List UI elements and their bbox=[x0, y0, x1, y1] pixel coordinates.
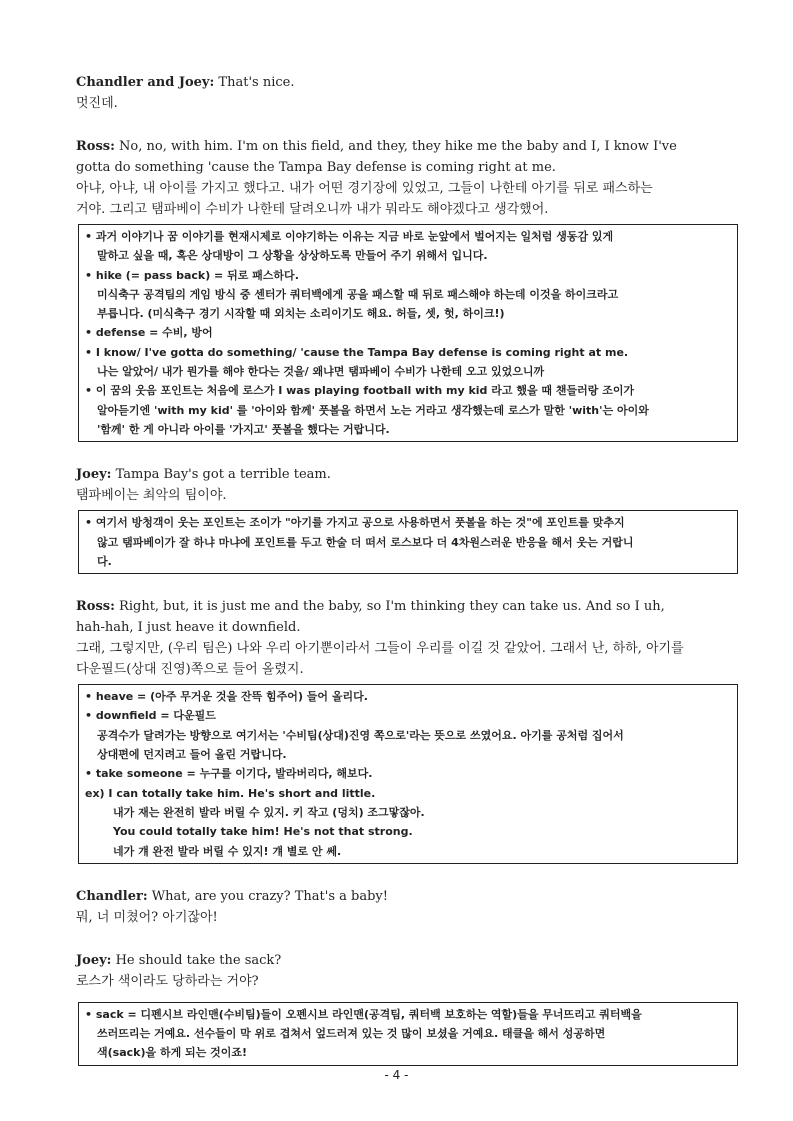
english-line bbox=[76, 136, 736, 157]
note-bullet: • hike (= pass back) = 뒤로 패스하다. bbox=[85, 268, 299, 282]
note-box bbox=[78, 1002, 738, 1066]
korean-line: 거야. 그리고 탬파베이 수비가 나한테 달려오니까 내가 뭐라도 해야겠다고 생각했어. bbox=[76, 202, 549, 217]
line-text: Right, but, it is just me and the baby, so I'm thinking they can take us. And so I uh, bbox=[114, 599, 665, 615]
note-bullet: • sack = 디펜시브 라인맨(수비팀)들이 오펜시브 라인맨(공격팀, 쿼터백 보호하는 역할)들을 무너뜨리고 쿼터백을 bbox=[85, 1007, 642, 1021]
note-bullet: • 이 꿈의 웃음 포인트는 처음에 로스가 I was playing football with my kid 라고 했을 때 챈들러랑 조이가 bbox=[85, 384, 635, 398]
english-line bbox=[76, 464, 736, 485]
note-bullet: • 과거 이야기나 꿈 이야기를 현재시제로 이야기하는 이유는 지금 바로 눈앞에서 벌어지는 일처럼 생동감 있게 bbox=[85, 230, 614, 243]
note-bullet: • defense = 수비, 방어 bbox=[85, 326, 213, 340]
note-line: 부릅니다. (미식축구 경기 시작할 때 외치는 소리이기도 해요. 허들, 셋, 헛, 하이크!) bbox=[97, 307, 505, 321]
note-bullet: • downfield = 다운필드 bbox=[85, 709, 216, 723]
note-line: 말하고 싶을 때, 혹은 상대방이 그 상황을 상상하도록 만들어 주기 위해서 입니다. bbox=[97, 249, 488, 263]
note-line: 않고 탬파베이가 잘 하냐 마냐에 포인트를 두고 한술 더 떠서 로스보다 더 4차원스러운 반응을 해서 웃는 거랍니 bbox=[97, 535, 634, 549]
note-bullet: • take someone = 누구를 이기다, 발라버리다, 해보다. bbox=[85, 767, 373, 781]
korean-line: 탬파베이는 최악의 팀이야. bbox=[76, 488, 227, 504]
speaker: Ross: bbox=[76, 599, 115, 615]
line-text: Tampa Bay's got a terrible team. bbox=[111, 467, 331, 483]
note-line: 네가 걔 완전 발라 버릴 수 있지! 걔 별로 안 쎄. bbox=[113, 844, 342, 858]
dialogue-block-1 bbox=[76, 72, 736, 114]
english-line: hah-hah, I just heave it downfield. bbox=[76, 620, 301, 636]
note-bullet: • heave = (아주 무거운 것을 잔뜩 힘주어) 들어 올리다. bbox=[85, 690, 368, 704]
korean-line: 아냐, 아냐, 내 아이를 가지고 했다고. 내가 어떤 경기장에 있었고, 그들이 나한테 아기를 뒤로 패스하는 bbox=[76, 181, 653, 196]
korean-line: 멋진데. bbox=[76, 96, 118, 111]
speaker: Ross: bbox=[76, 139, 115, 154]
note-bullet: • 여기서 방청객이 웃는 포인트는 조이가 "아기를 가지고 공으로 사용하면서 풋볼을 하는 것"에 포인트를 맞추지 bbox=[85, 516, 625, 530]
note-line: 쓰러뜨리는 거예요. 선수들이 막 위로 겹쳐서 엎드러져 있는 것 많이 보셨을 거예요. 태클을 해서 성공하면 bbox=[97, 1027, 606, 1041]
speaker: Chandler: bbox=[76, 888, 148, 904]
speaker: Joey: bbox=[76, 467, 112, 483]
dialogue-block-5 bbox=[76, 886, 736, 928]
korean-line: 로스가 색이라도 당하라는 거야? bbox=[76, 973, 259, 989]
english-line bbox=[76, 886, 736, 907]
note-line: '함께' 한 게 아니라 아이를 '가지고' 풋볼을 했다는 거랍니다. bbox=[97, 422, 390, 436]
speaker: Joey: bbox=[76, 952, 112, 968]
line-text: He should take the sack? bbox=[111, 952, 282, 968]
note-line: 다. bbox=[97, 554, 112, 568]
note-line: 내가 재는 완전히 발라 버릴 수 있지. 키 작고 (덩치) 조그맣잖아. bbox=[113, 805, 425, 819]
english-line: gotta do something 'cause the Tampa Bay defense is coming right at me. bbox=[76, 160, 556, 175]
note-line: 미식축구 공격팀의 게임 방식 중 센터가 쿼터백에게 공을 패스할 때 뒤로 패스해야 하는데 이것을 하이크라고 bbox=[97, 287, 619, 301]
note-line: 공격수가 달려가는 방향으로 여기서는 '수비팀(상대)진영 쪽으로'라는 뜻으로 쓰였어요. 아기를 공처럼 집어서 bbox=[97, 728, 624, 742]
korean-line: 그래, 그렇지만, (우리 팀은) 나와 우리 아기뿐이라서 그들이 우리를 이길 것 같았어. 그래서 난, 하하, 아기를 bbox=[76, 641, 684, 657]
note-line: 나는 알았어/ 내가 뭔가를 해야 한다는 것을/ 왜냐면 탬파베이 수비가 나한테 오고 있었으니까 bbox=[97, 365, 545, 379]
korean-line: 다운필드(상대 진영)쪽으로 들어 올렸지. bbox=[76, 662, 304, 678]
document-body bbox=[76, 72, 736, 1066]
korean-line: 뭐, 너 미쳤어? 아기잖아! bbox=[76, 909, 218, 925]
speaker: Chandler and Joey: bbox=[76, 75, 215, 90]
note-bullet: • I know/ I've gotta do something/ 'cause the Tampa Bay defense is coming right at me. bbox=[85, 345, 629, 359]
english-line bbox=[76, 72, 736, 93]
english-line bbox=[76, 596, 736, 617]
english-line bbox=[76, 950, 736, 971]
note-box bbox=[78, 510, 738, 574]
page-number: - 4 - bbox=[384, 1068, 409, 1082]
note-line: You could totally take him! He's not that strong. bbox=[113, 825, 413, 839]
line-text: No, no, with him. I'm on this field, and they, they hike me the baby and I, I know I've bbox=[114, 139, 677, 154]
note-line: 알아듣기엔 'with my kid' 를 '아이와 함께' 풋볼을 하면서 노는 거라고 생각했는데 로스가 말한 'with'는 아이와 bbox=[97, 403, 649, 417]
dialogue-block-6 bbox=[76, 950, 736, 1066]
note-box bbox=[78, 224, 738, 442]
note-box bbox=[78, 684, 738, 864]
line-text: What, are you crazy? That's a baby! bbox=[147, 888, 388, 904]
example-label: ex) I can totally take him. He's short and little. bbox=[85, 786, 376, 800]
dialogue-block-4 bbox=[76, 596, 736, 864]
line-text: That's nice. bbox=[214, 75, 295, 90]
note-line: 색(sack)을 하게 되는 것이죠! bbox=[97, 1046, 247, 1060]
note-line: 상대편에 던지려고 들어 올린 거랍니다. bbox=[97, 748, 287, 762]
dialogue-block-3 bbox=[76, 464, 736, 574]
dialogue-block-2 bbox=[76, 136, 736, 442]
